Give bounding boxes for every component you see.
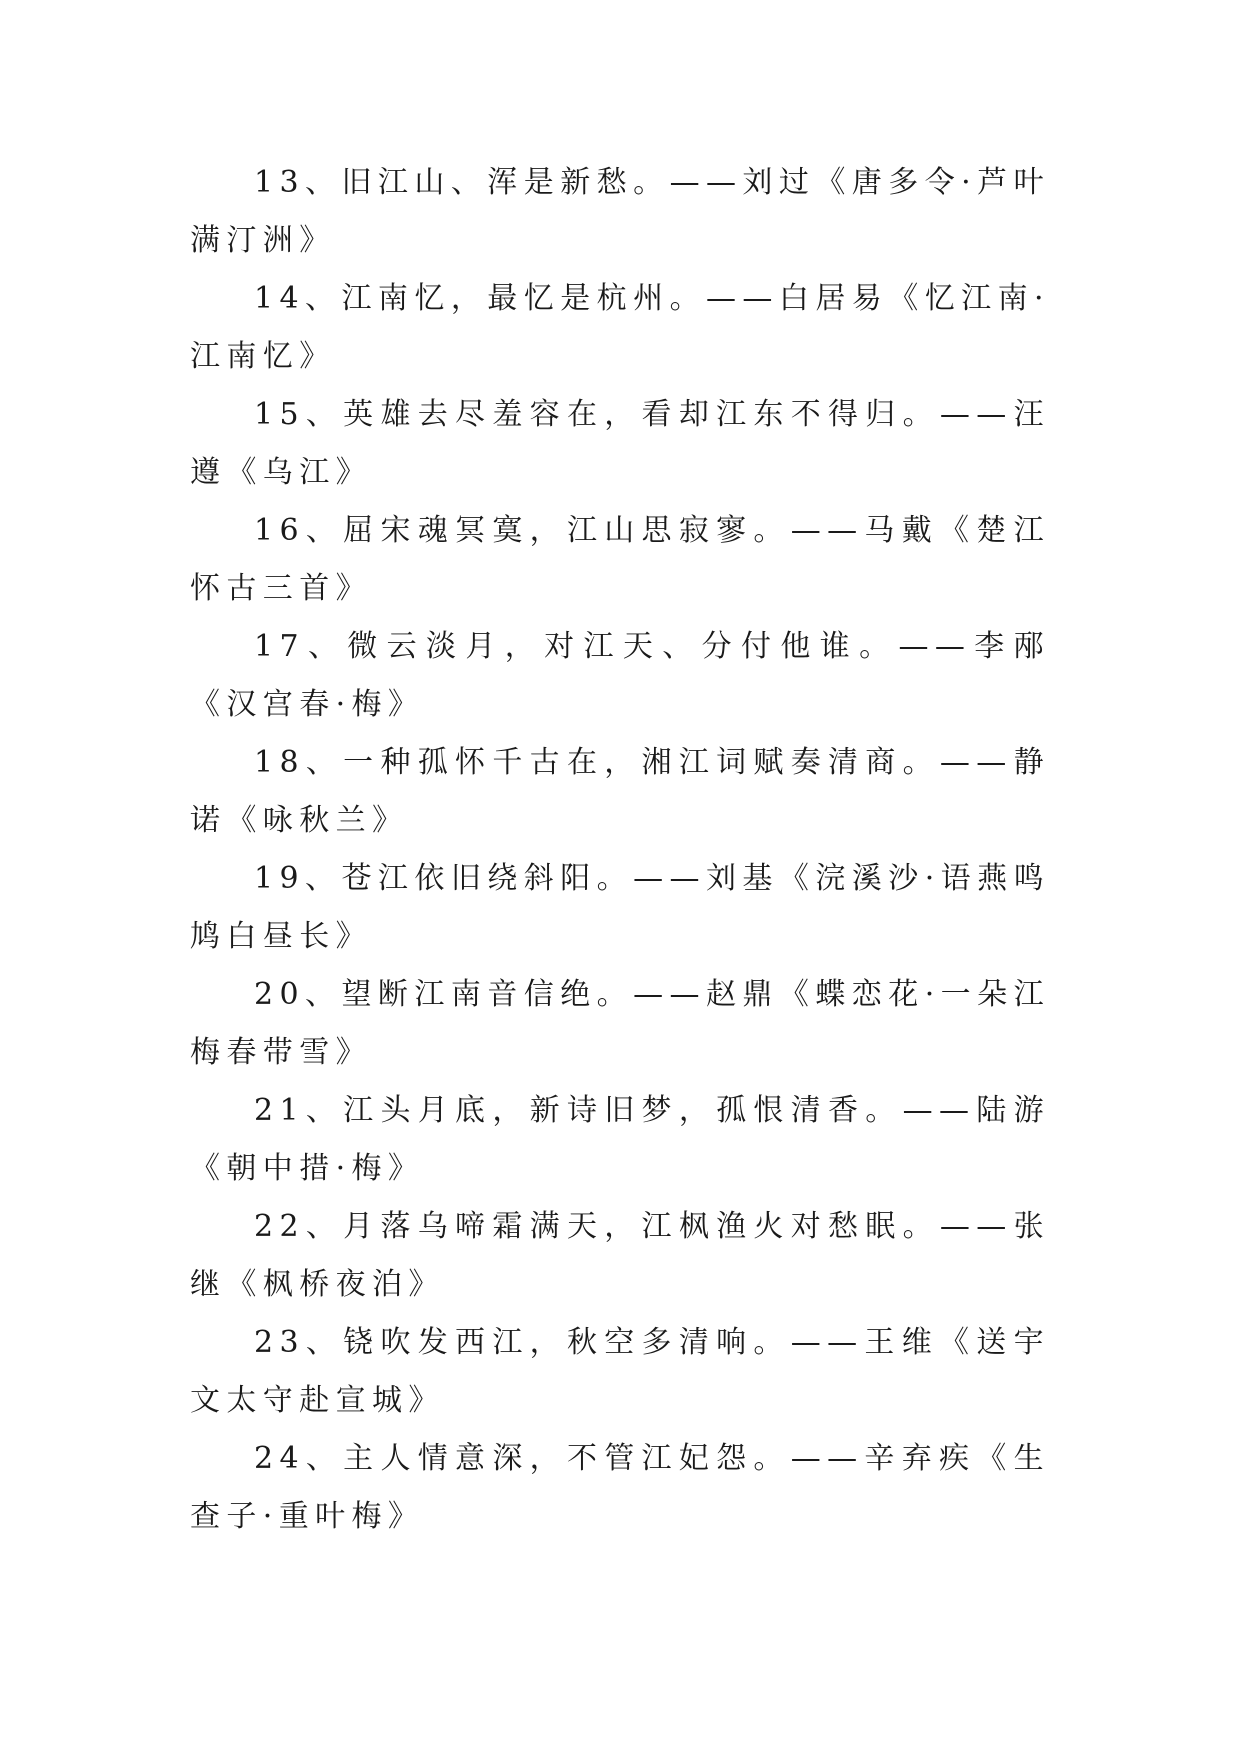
poem-entry-16: 16、屈宋魂冥寞，江山思寂寥。——马戴《楚江怀古三首》 xyxy=(190,513,1050,606)
poem-entry-17: 17、微云淡月，对江天、分付他谁。——李邴《汉宫春·梅》 xyxy=(190,629,1050,722)
poem-entry-19: 19、苍江依旧绕斜阳。——刘基《浣溪沙·语燕鸣鸠白昼长》 xyxy=(190,861,1050,954)
poem-entry-15: 15、英雄去尽羞容在，看却江东不得归。——汪遵《乌江》 xyxy=(190,397,1050,490)
poem-entry-21: 21、江头月底，新诗旧梦，孤恨清香。——陆游《朝中措·梅》 xyxy=(190,1093,1050,1186)
poem-list xyxy=(190,154,1050,1546)
poem-entry-20: 20、望断江南音信绝。——赵鼎《蝶恋花·一朵江梅春带雪》 xyxy=(190,977,1050,1070)
poem-entry-18: 18、一种孤怀千古在，湘江词赋奏清商。——静诺《咏秋兰》 xyxy=(190,745,1050,838)
poem-entry-22: 22、月落乌啼霜满天，江枫渔火对愁眠。——张继《枫桥夜泊》 xyxy=(190,1209,1050,1302)
poem-entry-14: 14、江南忆，最忆是杭州。——白居易《忆江南·江南忆》 xyxy=(190,281,1050,374)
poem-entry-13: 13、旧江山、浑是新愁。——刘过《唐多令·芦叶满汀洲》 xyxy=(190,165,1050,258)
poem-entry-24: 24、主人情意深，不管江妃怨。——辛弃疾《生查子·重叶梅》 xyxy=(190,1441,1050,1534)
poem-entry-23: 23、铙吹发西江，秋空多清响。——王维《送宇文太守赴宣城》 xyxy=(190,1325,1050,1418)
